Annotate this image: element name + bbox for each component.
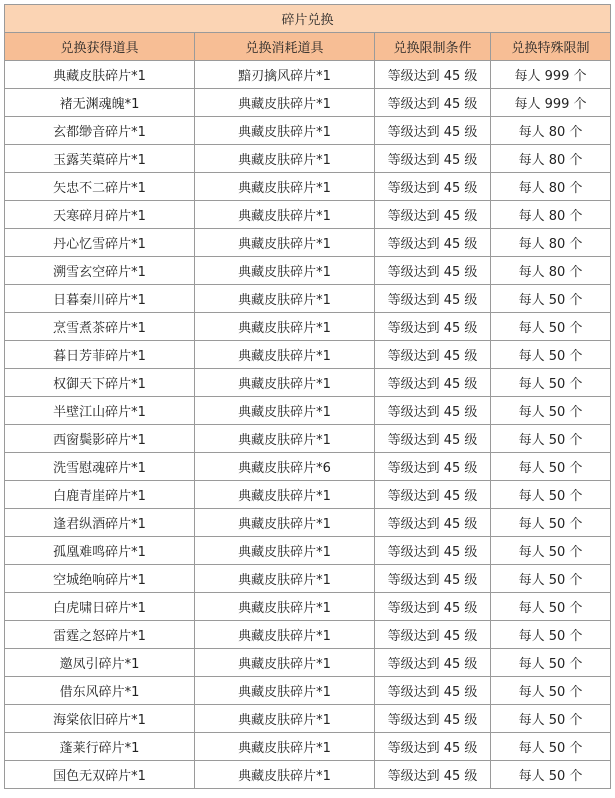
cell-condition: 等级达到 45 级 <box>375 145 491 173</box>
cell-obtained-item: 半壁江山碎片*1 <box>5 397 195 425</box>
cell-special-limit: 每人 80 个 <box>491 201 611 229</box>
cell-obtained-item: 空城绝响碎片*1 <box>5 565 195 593</box>
cell-consumed-item: 典藏皮肤碎片*1 <box>195 705 375 733</box>
cell-special-limit: 每人 50 个 <box>491 733 611 761</box>
table-row <box>5 705 611 733</box>
cell-condition: 等级达到 45 级 <box>375 229 491 257</box>
cell-special-limit: 每人 50 个 <box>491 705 611 733</box>
cell-condition: 等级达到 45 级 <box>375 397 491 425</box>
table-row <box>5 369 611 397</box>
cell-consumed-item: 典藏皮肤碎片*1 <box>195 481 375 509</box>
cell-consumed-item: 典藏皮肤碎片*1 <box>195 537 375 565</box>
cell-consumed-item: 黯刃擒风碎片*1 <box>195 61 375 89</box>
cell-consumed-item: 典藏皮肤碎片*1 <box>195 117 375 145</box>
cell-consumed-item: 典藏皮肤碎片*1 <box>195 341 375 369</box>
cell-special-limit: 每人 80 个 <box>491 257 611 285</box>
cell-consumed-item: 典藏皮肤碎片*1 <box>195 397 375 425</box>
table-row <box>5 509 611 537</box>
cell-obtained-item: 玉露芙蕖碎片*1 <box>5 145 195 173</box>
cell-consumed-item: 典藏皮肤碎片*1 <box>195 369 375 397</box>
cell-special-limit: 每人 50 个 <box>491 397 611 425</box>
cell-condition: 等级达到 45 级 <box>375 677 491 705</box>
cell-condition: 等级达到 45 级 <box>375 761 491 789</box>
cell-obtained-item: 溯雪玄空碎片*1 <box>5 257 195 285</box>
cell-obtained-item: 孤凰难鸣碎片*1 <box>5 537 195 565</box>
cell-obtained-item: 玄都缈音碎片*1 <box>5 117 195 145</box>
cell-condition: 等级达到 45 级 <box>375 257 491 285</box>
cell-consumed-item: 典藏皮肤碎片*1 <box>195 509 375 537</box>
table-row <box>5 677 611 705</box>
fragment-exchange-table <box>4 4 611 789</box>
cell-condition: 等级达到 45 级 <box>375 733 491 761</box>
cell-obtained-item: 日暮秦川碎片*1 <box>5 285 195 313</box>
cell-condition: 等级达到 45 级 <box>375 621 491 649</box>
cell-obtained-item: 褚无渊魂魄*1 <box>5 89 195 117</box>
cell-obtained-item: 权御天下碎片*1 <box>5 369 195 397</box>
cell-condition: 等级达到 45 级 <box>375 89 491 117</box>
cell-consumed-item: 典藏皮肤碎片*1 <box>195 313 375 341</box>
cell-obtained-item: 蓬莱行碎片*1 <box>5 733 195 761</box>
cell-condition: 等级达到 45 级 <box>375 61 491 89</box>
table-row <box>5 593 611 621</box>
cell-obtained-item: 暮日芳菲碎片*1 <box>5 341 195 369</box>
table-row <box>5 565 611 593</box>
column-header-special-limit: 兑换特殊限制 <box>491 33 611 61</box>
cell-special-limit: 每人 50 个 <box>491 761 611 789</box>
table-row <box>5 313 611 341</box>
cell-consumed-item: 典藏皮肤碎片*1 <box>195 173 375 201</box>
cell-condition: 等级达到 45 级 <box>375 509 491 537</box>
cell-obtained-item: 丹心忆雪碎片*1 <box>5 229 195 257</box>
table-row <box>5 285 611 313</box>
cell-special-limit: 每人 50 个 <box>491 341 611 369</box>
cell-consumed-item: 典藏皮肤碎片*1 <box>195 593 375 621</box>
cell-obtained-item: 典藏皮肤碎片*1 <box>5 61 195 89</box>
cell-special-limit: 每人 50 个 <box>491 677 611 705</box>
cell-special-limit: 每人 50 个 <box>491 537 611 565</box>
cell-consumed-item: 典藏皮肤碎片*1 <box>195 761 375 789</box>
table-row <box>5 621 611 649</box>
cell-special-limit: 每人 50 个 <box>491 649 611 677</box>
cell-obtained-item: 海棠依旧碎片*1 <box>5 705 195 733</box>
cell-obtained-item: 邀凤引碎片*1 <box>5 649 195 677</box>
cell-condition: 等级达到 45 级 <box>375 565 491 593</box>
cell-consumed-item: 典藏皮肤碎片*1 <box>195 621 375 649</box>
cell-consumed-item: 典藏皮肤碎片*1 <box>195 145 375 173</box>
cell-condition: 等级达到 45 级 <box>375 201 491 229</box>
cell-obtained-item: 天寒碎月碎片*1 <box>5 201 195 229</box>
cell-special-limit: 每人 50 个 <box>491 285 611 313</box>
cell-condition: 等级达到 45 级 <box>375 117 491 145</box>
cell-condition: 等级达到 45 级 <box>375 481 491 509</box>
cell-condition: 等级达到 45 级 <box>375 285 491 313</box>
column-header-condition: 兑换限制条件 <box>375 33 491 61</box>
cell-condition: 等级达到 45 级 <box>375 649 491 677</box>
table-header-row <box>5 33 611 61</box>
table-row <box>5 117 611 145</box>
table-body <box>5 61 611 789</box>
cell-condition: 等级达到 45 级 <box>375 341 491 369</box>
cell-obtained-item: 国色无双碎片*1 <box>5 761 195 789</box>
cell-special-limit: 每人 50 个 <box>491 509 611 537</box>
cell-special-limit: 每人 80 个 <box>491 117 611 145</box>
cell-special-limit: 每人 50 个 <box>491 593 611 621</box>
table-row <box>5 201 611 229</box>
table-row <box>5 453 611 481</box>
cell-condition: 等级达到 45 级 <box>375 425 491 453</box>
table-row <box>5 257 611 285</box>
table-row <box>5 649 611 677</box>
table-row <box>5 733 611 761</box>
table-row <box>5 341 611 369</box>
table-row <box>5 761 611 789</box>
cell-condition: 等级达到 45 级 <box>375 537 491 565</box>
cell-obtained-item: 烹雪煮茶碎片*1 <box>5 313 195 341</box>
cell-consumed-item: 典藏皮肤碎片*6 <box>195 453 375 481</box>
cell-special-limit: 每人 50 个 <box>491 425 611 453</box>
cell-special-limit: 每人 999 个 <box>491 61 611 89</box>
cell-consumed-item: 典藏皮肤碎片*1 <box>195 229 375 257</box>
cell-consumed-item: 典藏皮肤碎片*1 <box>195 425 375 453</box>
cell-special-limit: 每人 80 个 <box>491 173 611 201</box>
cell-special-limit: 每人 80 个 <box>491 229 611 257</box>
cell-condition: 等级达到 45 级 <box>375 593 491 621</box>
table-title-row <box>5 5 611 33</box>
cell-special-limit: 每人 50 个 <box>491 453 611 481</box>
table-row <box>5 481 611 509</box>
table-row <box>5 145 611 173</box>
cell-consumed-item: 典藏皮肤碎片*1 <box>195 649 375 677</box>
table-row <box>5 229 611 257</box>
cell-special-limit: 每人 50 个 <box>491 369 611 397</box>
cell-obtained-item: 白虎啸日碎片*1 <box>5 593 195 621</box>
cell-condition: 等级达到 45 级 <box>375 369 491 397</box>
cell-consumed-item: 典藏皮肤碎片*1 <box>195 677 375 705</box>
cell-consumed-item: 典藏皮肤碎片*1 <box>195 565 375 593</box>
cell-consumed-item: 典藏皮肤碎片*1 <box>195 733 375 761</box>
cell-consumed-item: 典藏皮肤碎片*1 <box>195 285 375 313</box>
table-row <box>5 61 611 89</box>
table-row <box>5 173 611 201</box>
cell-condition: 等级达到 45 级 <box>375 453 491 481</box>
cell-obtained-item: 借东风碎片*1 <box>5 677 195 705</box>
column-header-obtained-item: 兑换获得道具 <box>5 33 195 61</box>
cell-special-limit: 每人 50 个 <box>491 481 611 509</box>
table-title: 碎片兑换 <box>5 5 611 33</box>
cell-consumed-item: 典藏皮肤碎片*1 <box>195 89 375 117</box>
cell-obtained-item: 雷霆之怒碎片*1 <box>5 621 195 649</box>
cell-special-limit: 每人 50 个 <box>491 565 611 593</box>
cell-obtained-item: 白鹿青崖碎片*1 <box>5 481 195 509</box>
cell-consumed-item: 典藏皮肤碎片*1 <box>195 201 375 229</box>
cell-consumed-item: 典藏皮肤碎片*1 <box>195 257 375 285</box>
column-header-consumed-item: 兑换消耗道具 <box>195 33 375 61</box>
table-row <box>5 537 611 565</box>
cell-obtained-item: 洗雪慰魂碎片*1 <box>5 453 195 481</box>
table-row <box>5 89 611 117</box>
cell-special-limit: 每人 50 个 <box>491 313 611 341</box>
table-row <box>5 425 611 453</box>
cell-obtained-item: 西窗鬓影碎片*1 <box>5 425 195 453</box>
cell-obtained-item: 逢君纵酒碎片*1 <box>5 509 195 537</box>
cell-obtained-item: 矢忠不二碎片*1 <box>5 173 195 201</box>
cell-special-limit: 每人 80 个 <box>491 145 611 173</box>
cell-special-limit: 每人 50 个 <box>491 621 611 649</box>
cell-condition: 等级达到 45 级 <box>375 705 491 733</box>
table-row <box>5 397 611 425</box>
cell-condition: 等级达到 45 级 <box>375 313 491 341</box>
cell-special-limit: 每人 999 个 <box>491 89 611 117</box>
cell-condition: 等级达到 45 级 <box>375 173 491 201</box>
